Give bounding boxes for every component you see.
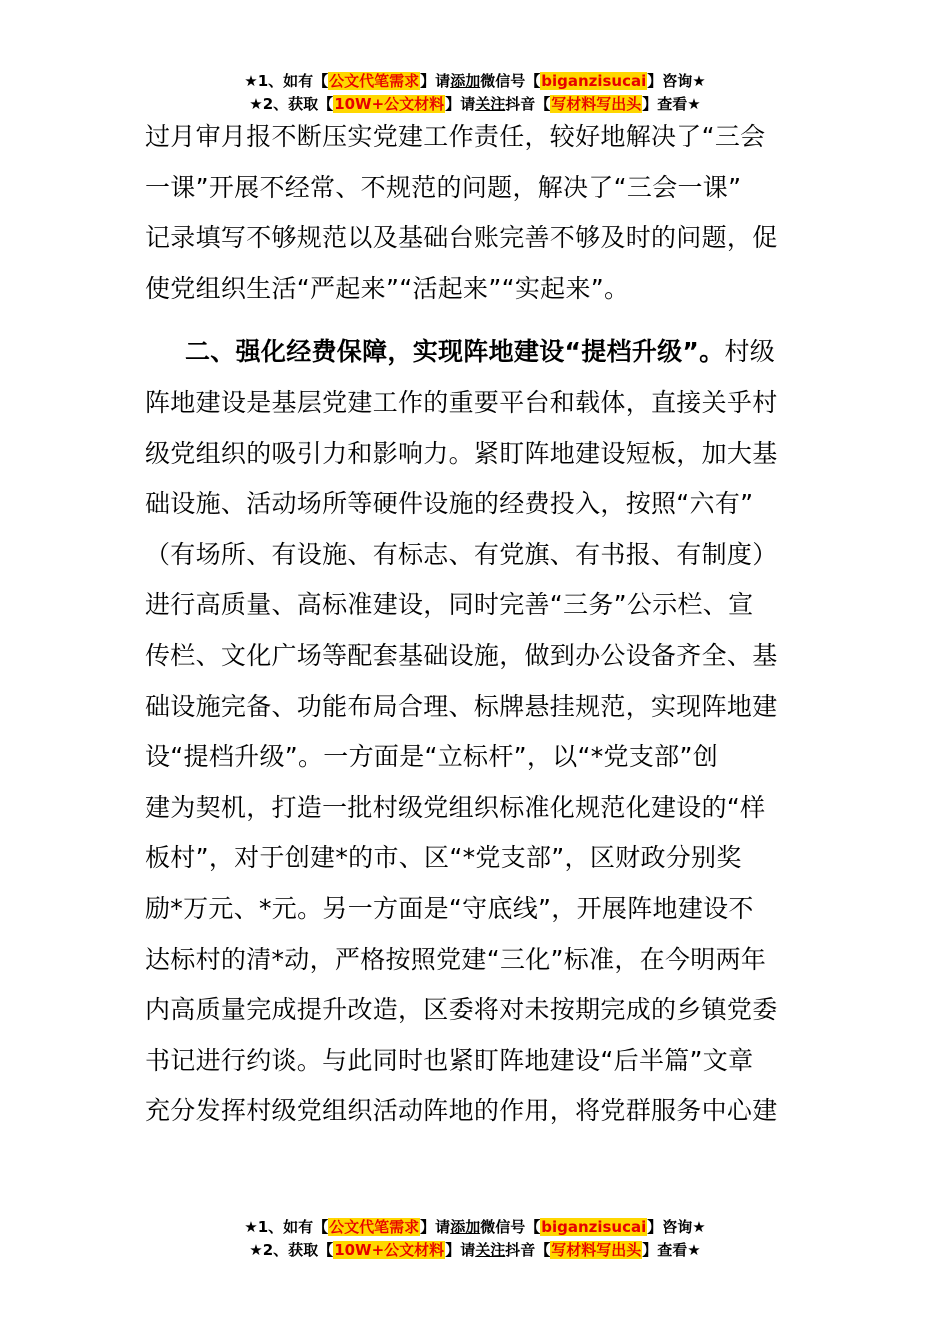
banner-highlight-service: 公文代笔需求 [329,72,420,90]
banner-line1-mid2: 微信号【 [480,1218,541,1236]
banner-line1-prefix: ★1、如有【 [244,72,329,90]
banner-line2-prefix: ★2、获取【 [249,1241,334,1259]
text-line: 设“提档升级”。一方面是“立标杆”，以“*党支部”创 [145,742,719,772]
banner-line2-prefix: ★2、获取【 [249,95,334,113]
section-heading: 二、强化经费保障，实现阵地建设“提档升级”。 [185,337,725,367]
footer-banner [0,1216,950,1262]
banner-line1-mid2: 微信号【 [480,72,541,90]
banner-highlight-materials: 10W+公文材料 [334,1241,445,1259]
banner-line2-mid2: 抖音【 [505,1241,551,1259]
banner-line2-mid1: 】请 [445,1241,476,1259]
banner-line2-mid2: 抖音【 [505,95,551,113]
banner-line1-mid1: 】请 [420,72,451,90]
text-line: 记录填写不够规范以及基础台账完善不够及时的问题，促 [145,223,778,253]
text-line: 内高质量完成提升改造，区委将对未按期完成的乡镇党委 [145,995,778,1025]
text-line: 过月审月报不断压实党建工作责任，较好地解决了“三会 [145,122,766,151]
banner-line1-underlined: 添加 [450,72,481,90]
text-line: 达标村的清*动，严格按照党建“三化”标准，在今明两年 [145,944,767,974]
text-line: 建为契机，打造一批村级党组织标准化规范化建设的“样 [145,792,766,822]
banner-line1-underlined: 添加 [450,1218,481,1236]
text-line: 书记进行约谈。与此同时也紧盯阵地建设“后半篇”文章 [145,1045,754,1075]
banner-line2-mid1: 】请 [445,95,476,113]
paragraph-2 [145,327,807,1137]
heading-line-rest: 村级 [724,337,776,367]
banner-line2-suffix: 】查看★ [642,95,701,113]
text-line: 充分发挥村级党组织活动阵地的作用，将党群服务中心建 [145,1096,778,1126]
banner-line-1 [0,1216,950,1239]
text-line: （有场所、有设施、有标志、有党旗、有书报、有制度） [145,539,778,569]
banner-line1-mid1: 】请 [420,1218,451,1236]
paragraph-2-first-line [145,327,807,378]
banner-highlight-douyin-account: 写材料写出头 [551,95,642,113]
banner-line1-prefix: ★1、如有【 [244,1218,329,1236]
text-line: 使党组织生活“严起来”“活起来”“实起来”。 [145,273,630,303]
text-line: 级党组织的吸引力和影响力。紧盯阵地建设短板，加大基 [145,438,778,468]
banner-highlight-douyin-account: 写材料写出头 [551,1241,642,1259]
banner-line2-suffix: 】查看★ [642,1241,701,1259]
banner-line1-suffix: 】咨询★ [647,72,706,90]
text-line: 础设施完备、功能布局合理、标牌悬挂规范，实现阵地建 [145,691,778,721]
banner-highlight-materials: 10W+公文材料 [334,95,445,113]
text-line: 励*万元、*元。另一方面是“守底线”，开展阵地建设不 [145,893,754,923]
text-line: 一课”开展不经常、不规范的问题，解决了“三会一课” [145,172,742,202]
banner-line-1 [0,70,950,93]
banner-line-2 [0,1239,950,1262]
header-banner [0,70,950,116]
text-line: 传栏、文化广场等配套基础设施，做到办公设备齐全、基 [145,640,778,670]
document-body [145,112,807,1137]
text-line: 板村”，对于创建*的市、区“*党支部”，区财政分别奖 [145,843,742,873]
banner-line2-underlined: 关注 [475,1241,506,1259]
text-line: 础设施、活动场所等硬件设施的经费投入，按照“六有” [145,489,754,519]
banner-highlight-wechat-id: biganzisucai [541,1218,647,1236]
paragraph-1 [145,112,807,314]
banner-highlight-service: 公文代笔需求 [329,1218,420,1236]
banner-line2-underlined: 关注 [475,95,506,113]
text-line: 进行高质量、高标准建设，同时完善“三务”公示栏、宣 [145,590,754,620]
banner-line1-suffix: 】咨询★ [647,1218,706,1236]
banner-highlight-wechat-id: biganzisucai [541,72,647,90]
text-line: 阵地建设是基层党建工作的重要平台和载体，直接关乎村 [145,387,778,417]
